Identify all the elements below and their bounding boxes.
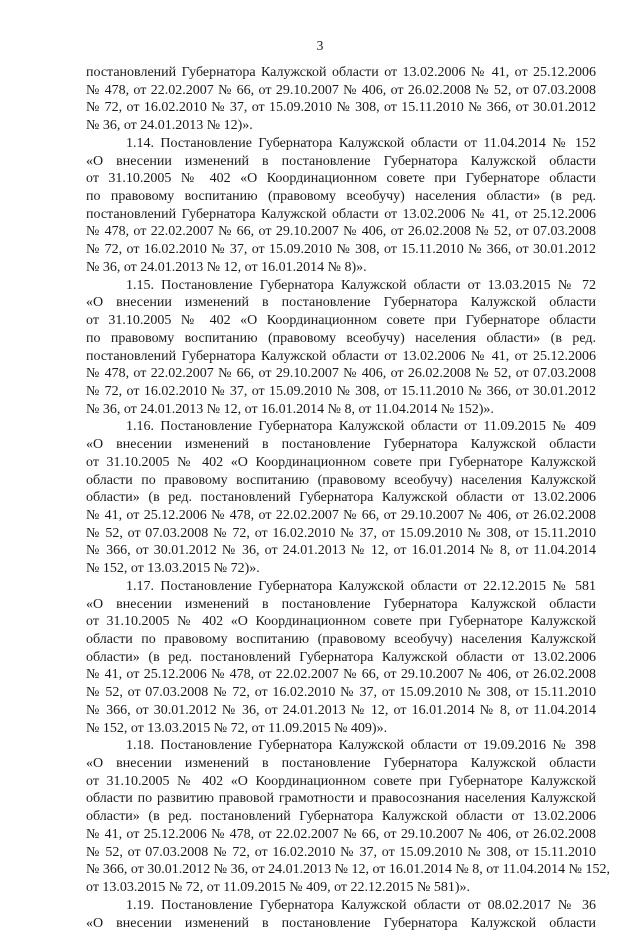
text-line: 1.14. Постановление Губернатора Калужской области от 11.04.2014 № 152 <box>86 135 596 153</box>
text-line: области» (в ред. постановлений Губернатора Калужской области от 13.02.2006 <box>86 808 596 826</box>
text-line: постановлений Губернатора Калужской области от 13.02.2006 № 41, от 25.12.2006 <box>86 206 596 224</box>
text-line: № 36, от 24.01.2013 № 12, от 16.01.2014 № 8, от 11.04.2014 № 152)». <box>86 401 596 419</box>
text-line: «О внесении изменений в постановление Губернатора Калужской области <box>86 294 596 312</box>
text-line: от 13.03.2015 № 72, от 11.09.2015 № 409, от 22.12.2015 № 581)». <box>86 879 596 897</box>
text-line: «О внесении изменений в постановление Губернатора Калужской области <box>86 153 596 171</box>
text-line: № 36, от 24.01.2013 № 12, от 16.01.2014 № 8)». <box>86 259 596 277</box>
text-line: от 31.10.2005 № 402 «О Координационном совете при Губернаторе области <box>86 312 596 330</box>
text-line: № 52, от 07.03.2008 № 72, от 16.02.2010 № 37, от 15.09.2010 № 308, от 15.11.2010 <box>86 684 596 702</box>
text-line: области по развитию правовой грамотности и правосознания населения Калужской <box>86 790 596 808</box>
text-line: по правовому воспитанию (правовому всеобучу) населения области» (в ред. <box>86 330 596 348</box>
text-line: № 478, от 22.02.2007 № 66, от 29.10.2007 № 406, от 26.02.2008 № 52, от 07.03.2008 <box>86 223 596 241</box>
text-line: № 36, от 24.01.2013 № 12)». <box>86 117 596 135</box>
text-line: № 478, от 22.02.2007 № 66, от 29.10.2007 № 406, от 26.02.2008 № 52, от 07.03.2008 <box>86 82 596 100</box>
text-line: 1.19. Постановление Губернатора Калужской области от 08.02.2017 № 36 <box>86 897 596 915</box>
text-line: от 31.10.2005 № 402 «О Координационном совете при Губернаторе Калужской <box>86 773 596 791</box>
text-line: № 366, от 30.01.2012 № 36, от 24.01.2013 № 12, от 16.01.2014 № 8, от 11.04.2014 № 152, <box>86 861 596 879</box>
text-line: области по правовому воспитанию (правовому всеобучу) населения Калужской <box>86 472 596 490</box>
text-line: № 478, от 22.02.2007 № 66, от 29.10.2007 № 406, от 26.02.2008 № 52, от 07.03.2008 <box>86 365 596 383</box>
text-line: № 152, от 13.03.2015 № 72)». <box>86 560 596 578</box>
document-body <box>86 64 596 932</box>
text-line: от 31.10.2005 № 402 «О Координационном совете при Губернаторе Калужской <box>86 613 596 631</box>
text-line: № 72, от 16.02.2010 № 37, от 15.09.2010 № 308, от 15.11.2010 № 366, от 30.01.2012 <box>86 383 596 401</box>
text-line: № 52, от 07.03.2008 № 72, от 16.02.2010 № 37, от 15.09.2010 № 308, от 15.11.2010 <box>86 844 596 862</box>
text-line: № 41, от 25.12.2006 № 478, от 22.02.2007 № 66, от 29.10.2007 № 406, от 26.02.2008 <box>86 507 596 525</box>
text-line: № 41, от 25.12.2006 № 478, от 22.02.2007 № 66, от 29.10.2007 № 406, от 26.02.2008 <box>86 826 596 844</box>
text-line: № 41, от 25.12.2006 № 478, от 22.02.2007 № 66, от 29.10.2007 № 406, от 26.02.2008 <box>86 666 596 684</box>
text-line: «О внесении изменений в постановление Губернатора Калужской области <box>86 915 596 932</box>
text-line: от 31.10.2005 № 402 «О Координационном совете при Губернаторе области <box>86 170 596 188</box>
text-line: области» (в ред. постановлений Губернатора Калужской области от 13.02.2006 <box>86 489 596 507</box>
text-line: 1.16. Постановление Губернатора Калужской области от 11.09.2015 № 409 <box>86 418 596 436</box>
text-line: № 72, от 16.02.2010 № 37, от 15.09.2010 № 308, от 15.11.2010 № 366, от 30.01.2012 <box>86 241 596 259</box>
text-line: 1.18. Постановление Губернатора Калужской области от 19.09.2016 № 398 <box>86 737 596 755</box>
text-line: № 52, от 07.03.2008 № 72, от 16.02.2010 № 37, от 15.09.2010 № 308, от 15.11.2010 <box>86 525 596 543</box>
text-line: «О внесении изменений в постановление Губернатора Калужской области <box>86 436 596 454</box>
text-line: области» (в ред. постановлений Губернатора Калужской области от 13.02.2006 <box>86 649 596 667</box>
text-line: № 152, от 13.03.2015 № 72, от 11.09.2015 № 409)». <box>86 720 596 738</box>
text-line: 1.17. Постановление Губернатора Калужской области от 22.12.2015 № 581 <box>86 578 596 596</box>
text-line: № 366, от 30.01.2012 № 36, от 24.01.2013 № 12, от 16.01.2014 № 8, от 11.04.2014 <box>86 542 596 560</box>
text-line: постановлений Губернатора Калужской области от 13.02.2006 № 41, от 25.12.2006 <box>86 64 596 82</box>
text-line: 1.15. Постановление Губернатора Калужской области от 13.03.2015 № 72 <box>86 277 596 295</box>
text-line: «О внесении изменений в постановление Губернатора Калужской области <box>86 755 596 773</box>
page-number: 3 <box>0 38 640 54</box>
text-line: области по правовому воспитанию (правовому всеобучу) населения Калужской <box>86 631 596 649</box>
text-line: по правовому воспитанию (правовому всеобучу) населения области» (в ред. <box>86 188 596 206</box>
text-line: от 31.10.2005 № 402 «О Координационном совете при Губернаторе Калужской <box>86 454 596 472</box>
text-line: № 72, от 16.02.2010 № 37, от 15.09.2010 № 308, от 15.11.2010 № 366, от 30.01.2012 <box>86 99 596 117</box>
text-line: «О внесении изменений в постановление Губернатора Калужской области <box>86 596 596 614</box>
text-line: постановлений Губернатора Калужской области от 13.02.2006 № 41, от 25.12.2006 <box>86 348 596 366</box>
text-line: № 366, от 30.01.2012 № 36, от 24.01.2013 № 12, от 16.01.2014 № 8, от 11.04.2014 <box>86 702 596 720</box>
